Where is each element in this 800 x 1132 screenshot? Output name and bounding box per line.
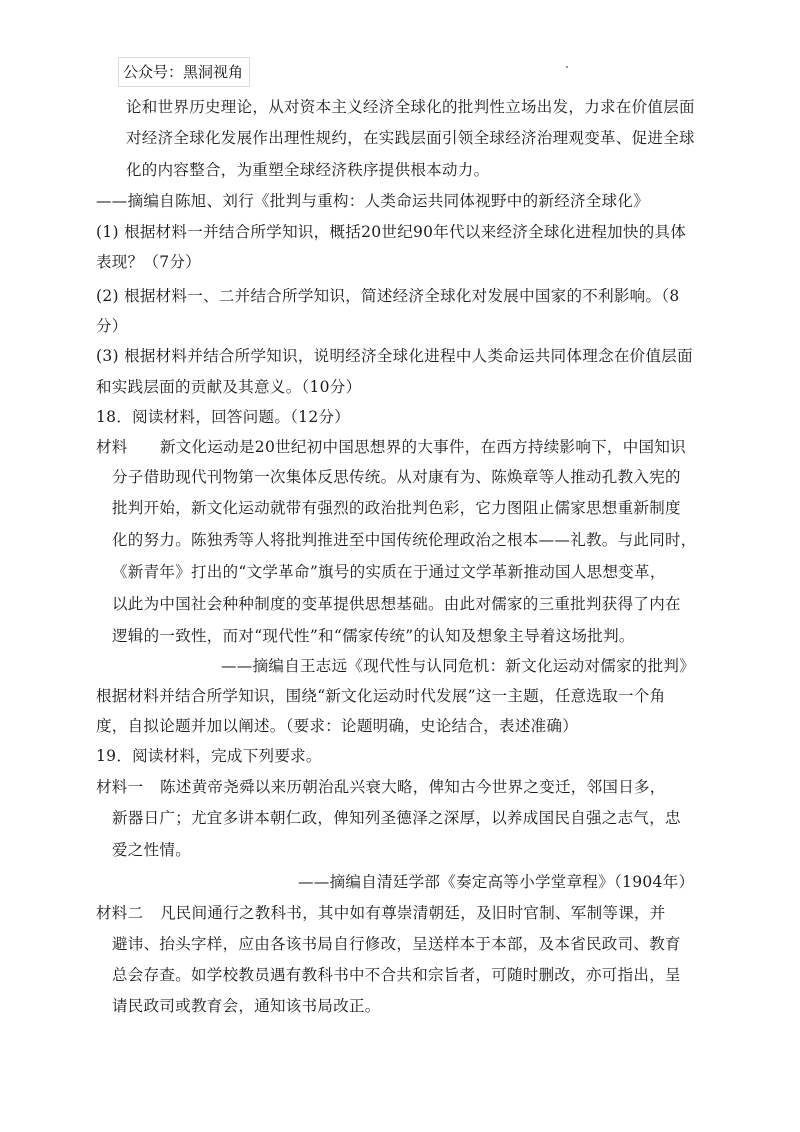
q19-material2-line-3: 总会存查。如学校教员遇有教科书中不合共和宗旨者，可随时删改，亦可指出，呈 [112,966,681,984]
q18-material-line-5: 《新青年》打出的“文学革命”旗号的实质在于通过文学革新推动国人思想变革， [112,563,666,581]
q17-question-3-line-1: (3) 根据材料并结合所学知识，说明经济全球化进程中人类命运共同体理念在价值层面 [96,347,693,365]
q19-material1-line-2: 新器日广；尤宜多讲本朝仁政，俾知列圣德泽之深厚，以养成国民自强之志气，忠 [112,809,681,827]
material-tail-line-3: 化的内容整合，为重塑全球经济秩序提供根本动力。 [126,161,490,179]
q18-material-line-2: 分子借助现代刊物第一次集体反思传统。从对康有为、陈焕章等人推动孔教入宪的 [112,468,681,486]
q17-question-3-line-2: 和实践层面的贡献及其意义。（10分） [96,378,362,396]
q19-heading: 19．阅读材料，完成下列要求。 [96,747,322,765]
q19-material1-text-1: 陈述黄帝尧舜以来历朝治乱兴衰大略，俾知古今世界之变迁，邻国日多， [160,778,666,796]
q19-material1-source: ——摘编自清廷学部《奏定高等小学堂章程》（1904年） [298,873,695,891]
q18-material-line-6: 以此为中国社会种种制度的变革提供思想基础。由此对儒家的三重批判获得了内在 [112,595,681,613]
material-tail-line-2: 对经济全球化发展作出理性规约，在实践层面引领全球经济治理观变革、促进全球 [126,129,695,147]
q19-material2-text-1: 凡民间通行之教科书，其中如有尊崇清朝廷，及旧时官制、军制等课，并 [160,904,666,922]
q17-source: ——摘编自陈旭、刘行《批判与重构：人类命运共同体视野中的新经济全球化》 [96,192,650,210]
q19-material1-line-1 [96,777,666,797]
watermark-label: 公众号：黑洞视角 [118,57,250,87]
speck-mark [566,66,568,68]
q17-question-2-line-1: (2) 根据材料一、二并结合所学知识，简述经济全球化对发展中国家的不利影响。（8 [96,287,680,305]
q18-heading: 18．阅读材料，回答问题。（12分） [96,408,351,426]
q19-material1-label: 材料一 [96,778,144,796]
q18-source: ——摘编自王志远《现代性与认同危机：新文化运动对儒家的批判》 [221,657,696,675]
q17-question-1-line-2: 表现？（7分） [96,253,201,271]
material-tail-line-1: 论和世界历史理论，从对资本主义经济全球化的批判性立场出发，力求在价值层面 [126,98,695,116]
q18-material-label: 材料 [96,438,128,456]
q19-material2-label: 材料二 [96,904,144,922]
q18-material-line-1 [96,437,686,457]
q18-task-line-2: 度，自拟论题并加以阐述。（要求：论题明确，史论结合，表述准确） [96,717,579,735]
q19-material2-line-4: 请民政司或教育会，通知该书局改正。 [112,997,381,1015]
q19-material2-line-2: 避讳、抬头字样，应由各该书局自行修改，呈送样本于本部，及本省民政司、教育 [112,935,681,953]
q17-question-1-line-1: (1) 根据材料一并结合所学知识，概括20世纪90年代以来经济全球化进程加快的具体 [96,223,687,241]
q18-task-line-1: 根据材料并结合所学知识，围绕“新文化运动时代发展”这一主题，任意选取一个角 [96,687,666,705]
q18-material-line-4: 化的努力。陈独秀等人将批判推进至中国传统伦理政治之根本——礼教。与此同时， [112,531,697,549]
q18-material-line-3: 批判开始，新文化运动就带有强烈的政治批判色彩，它力图阻止儒家思想重新制度 [112,499,681,517]
q19-material2-line-1 [96,903,666,923]
q18-material-text-1: 新文化运动是20世纪初中国思想界的大事件，在西方持续影响下，中国知识 [160,438,686,456]
q17-question-2-line-2: 分） [96,317,128,335]
q18-material-line-7: 逻辑的一致性，而对“现代性”和“儒家传统”的认知及想象主导着这场批判。 [112,627,635,645]
q19-material1-line-3: 爱之性情。 [112,841,192,859]
